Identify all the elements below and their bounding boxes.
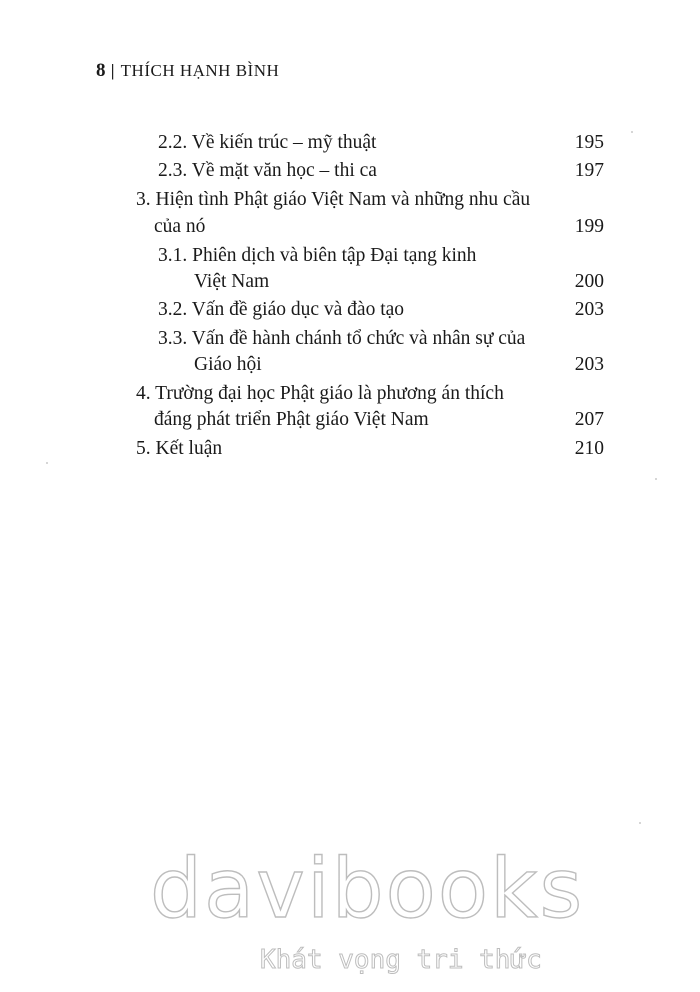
toc-entry-text: Việt Nam (194, 271, 270, 292)
toc-entry-page: 207 (574, 409, 604, 430)
toc-entry-page: 210 (574, 438, 604, 459)
paper-speck (46, 462, 48, 464)
toc-entry-text: 3. Hiện tình Phật giáo Việt Nam và những nhu cầu (136, 189, 531, 210)
toc-entry-text: 3.3. Vấn đề hành chánh tổ chức và nhân sự của (158, 328, 526, 349)
toc-entry-text: 2.3. Về mặt văn học – thi ca (158, 160, 377, 181)
toc-entry-text: 4. Trường đại học Phật giáo là phương án thích (136, 383, 504, 404)
toc-entry-page: 200 (574, 271, 604, 292)
watermark-brand: davibooks (150, 842, 585, 937)
toc-entry-page: 203 (574, 299, 604, 320)
toc-entry-page: 199 (574, 216, 604, 237)
toc-entry-text: 3.1. Phiên dịch và biên tập Đại tạng kinh (158, 245, 477, 266)
paper-speck (655, 478, 657, 480)
toc-entry-text: đáng phát triển Phật giáo Việt Nam (154, 409, 429, 430)
toc-entry-page: 195 (574, 132, 604, 153)
toc-entry-text: 2.2. Về kiến trúc – mỹ thuật (158, 132, 377, 153)
toc-entry-page: 203 (574, 354, 604, 375)
paper-speck (631, 131, 633, 133)
header-separator: | (110, 61, 115, 80)
toc-entry-text: 3.2. Vấn đề giáo dục và đào tạo (158, 299, 405, 320)
toc-entry-page: 197 (574, 160, 604, 181)
author-name: THÍCH HẠNH BÌNH (120, 61, 280, 80)
publisher-watermark (150, 842, 585, 975)
toc-entry-text: của nó (154, 216, 206, 237)
page-number: 8 (96, 60, 106, 81)
toc-entry-text: 5. Kết luận (136, 438, 223, 459)
watermark-tagline: Khát vọng tri thức (260, 945, 542, 975)
paper-speck (639, 822, 641, 824)
toc-entry-text: Giáo hội (194, 354, 262, 375)
running-header (96, 60, 279, 82)
